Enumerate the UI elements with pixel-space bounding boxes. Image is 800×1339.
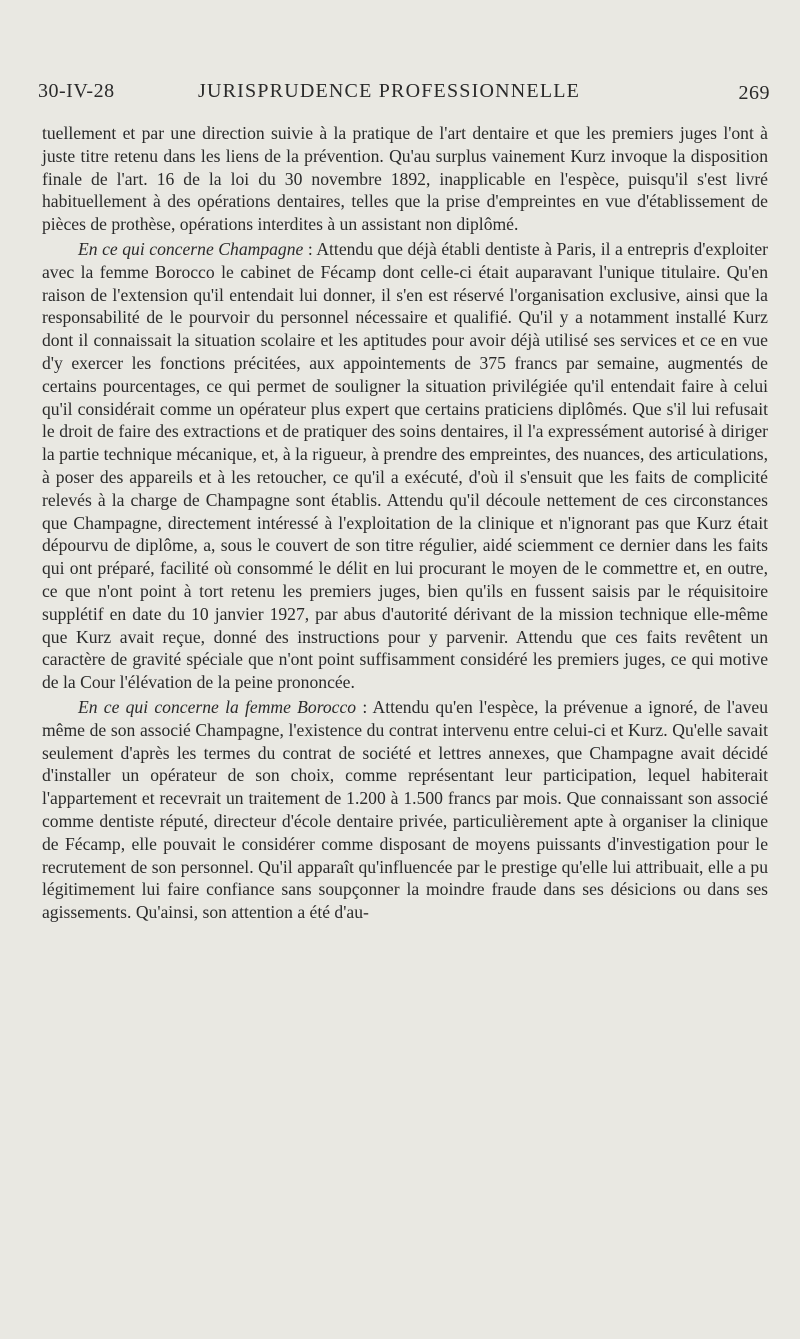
paragraph-2 — [42, 238, 768, 694]
paragraph-1 — [42, 122, 768, 236]
paragraph-3-heading: En ce qui concerne la femme Borocco — [78, 696, 357, 717]
header-title: JURISPRUDENCE PROFESSIONNELLE — [198, 80, 581, 102]
running-header — [38, 80, 770, 110]
paragraph-3 — [42, 696, 768, 924]
paragraph-2-heading: En ce qui concerne Champagne — [78, 238, 304, 259]
paragraph-1-text: tuellement et par une direction suivie à la pratique de l'art dentaire et que les premiers juges l'ont à juste titre retenu dans les liens de la prévention. Qu'au surplus vainement Kurz invoque la disposition finale de l'art. 16 de la loi du 30 novembre 1892, inapplicable en l'espèce, puisqu'il s'est livré habituellement à des opérations dentaires, telles que la prise d'empreintes en vue d'établissement de pièces de prothèse, opérations interdites à un assistant non diplômé. — [42, 123, 768, 235]
header-date: 30-IV-28 — [38, 80, 115, 102]
document-body — [42, 122, 768, 924]
paragraph-2-text: : Attendu que déjà établi dentiste à Paris, il a entrepris d'exploiter avec la femme Borocco le cabinet de Fécamp dont celle-ci était auparavant l'unique titulaire. Qu'en raison de l'extension qu'il entendait lui donner, il s'en est réservé l'organisation exclusive, ainsi que la responsabilité de le pourvoir du personnel nécessaire et qualifié. Qu'il y a notamment installé Kurz dont il connaissait la situation scolaire et les aptitudes pour avoir déjà utilisé ses services et ce en vue d'y exercer les fonctions précitées, aux appointements de 375 francs par semaine, augmentés de certains pourcentages, ce qui permet de souligner la situation privilégiée qu'il entendait faire à celui qu'il considérait comme un opérateur plus expert que certains praticiens diplômés. Que s'il lui refusait le droit de faire des extractions et de pratiquer des soins dentaires, il l'a expressément autorisé à diriger la partie technique mécanique, et, à la rigueur, à prendre des empreintes, des nuances, des articulations, à poser des appareils et à les retoucher, ce qu'il a exécuté, d'où il s'ensuit que les faits de complicité relevés à la charge de Champagne sont établis. Attendu qu'il découle nettement de ces circonstances que Champagne, directement intéressé à l'exploitation de la clinique et n'ignorant pas que Kurz était dépourvu de diplôme, a, sous le couvert de son titre régulier, aidé sciemment ce dernier dans les faits qui ont préparé, facilité où consommé le délit en lui procurant le moyen de le commettre et, en outre, ce que n'ont point à tort retenu les premiers juges, bien qu'ils en fussent saisis par le réquisitoire supplétif en date du 10 janvier 1927, par abus d'autorité dérivant de la mission technique elle-même que Kurz avait reçue, donné des instructions pour y parvenir. Attendu que ces faits revêtent un caractère de gravité spéciale que n'ont point suffisamment considéré les premiers juges, ce qui motive de la Cour l'élévation de la peine prononcée. — [42, 238, 768, 693]
page-number: 269 — [738, 82, 770, 104]
paragraph-3-text: : Attendu qu'en l'espèce, la prévenue a ignoré, de l'aveu même de son associé Champagne, l'existence du contrat intervenu entre celui-ci et Kurz. Qu'elle savait seulement d'après les termes du contrat de société et lettres annexes, que Champagne avait décidé d'installer un opérateur de son choix, comme représentant leur participation, lequel habiterait l'appartement et recevrait un traitement de 1.200 à 1.500 francs par mois. Que connaissant son associé comme dentiste réputé, directeur d'école dentaire privée, particulièrement apte à organiser la clinique de Fécamp, elle pouvait le considérer comme disposant de moyens puissants d'investigation pour le recrutement de son personnel. Qu'il apparaît qu'influencée par le prestige qu'elle lui attribuait, elle a pu légitimement lui faire confiance sans soupçonner la moindre fraude dans ses désicions ou dans ses agissements. Qu'ainsi, son attention a été d'au- — [42, 696, 768, 923]
